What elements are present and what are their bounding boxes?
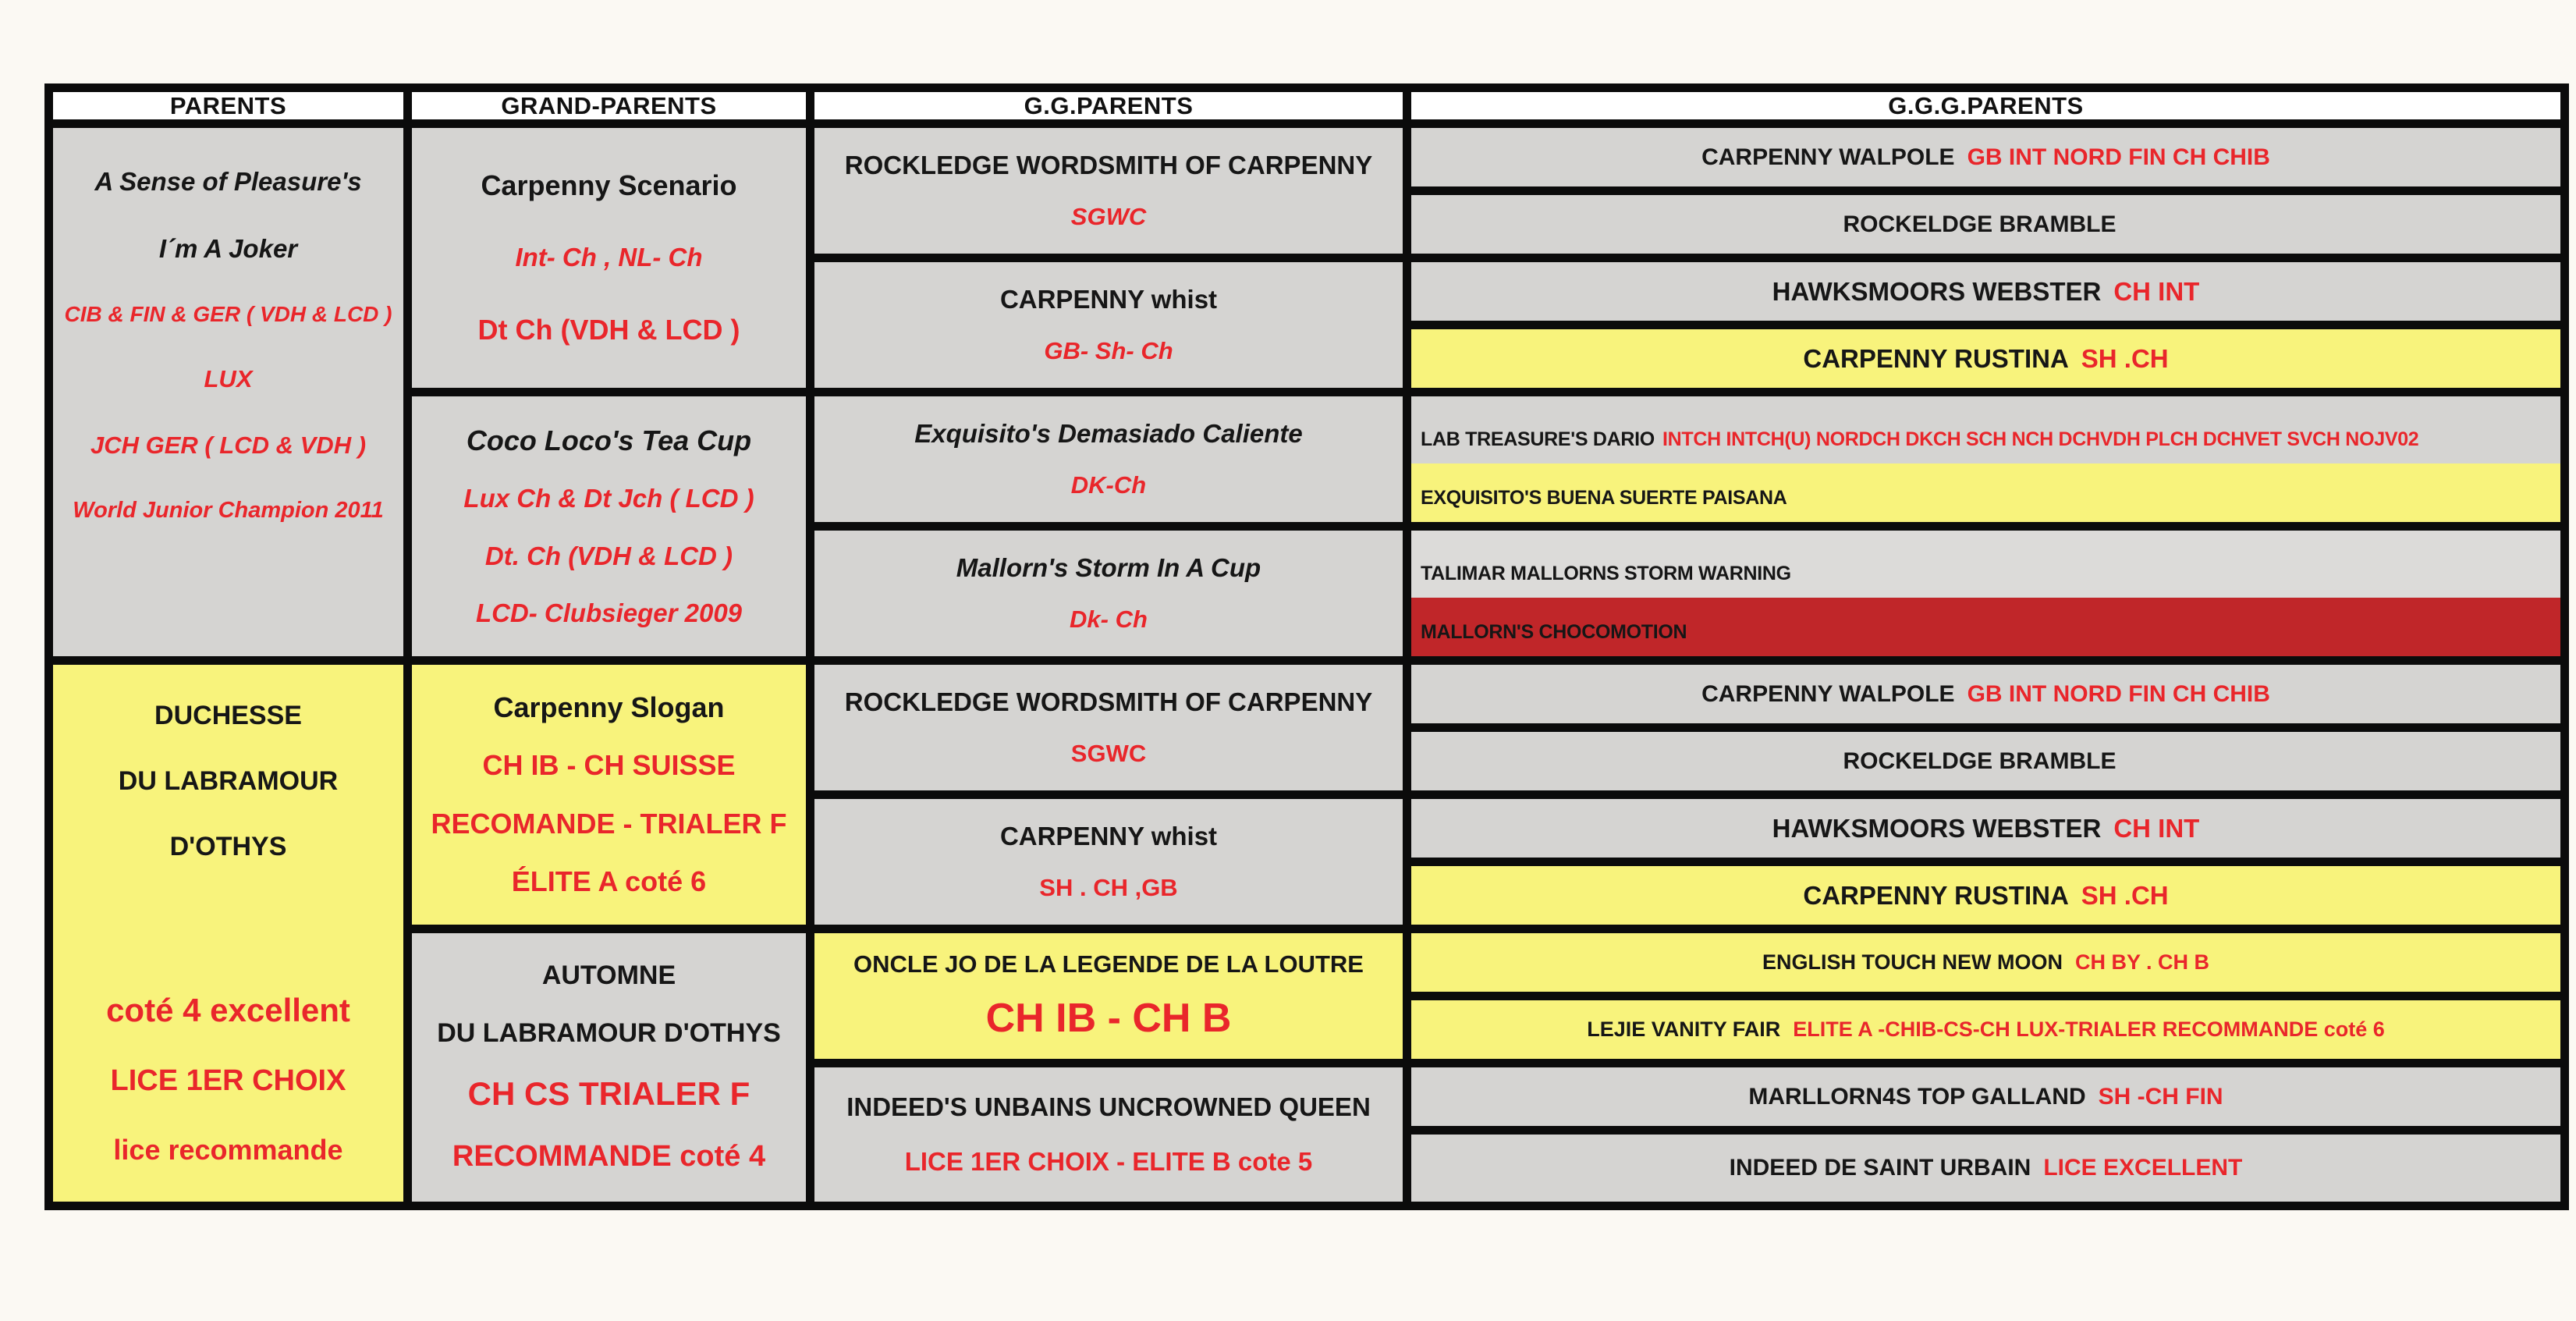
gggparent-cell-5 (1411, 396, 2560, 463)
dog-name: ROCKELDGE BRAMBLE (1843, 211, 2117, 237)
ggparent-cell-5 (814, 665, 1411, 799)
gggparent-cell-11 (1411, 799, 2560, 866)
dog-titles: Dt. Ch (VDH & LCD ) (484, 541, 733, 570)
ggparent-cell-8 (814, 1067, 1411, 1202)
dog-titles: lice recommande (113, 1133, 343, 1166)
dog-name: A Sense of Pleasure's (94, 166, 362, 196)
dog-titles: CH INT (2113, 813, 2200, 843)
dog-name: AUTOMNE (541, 961, 676, 991)
dog-name: TALIMAR MALLORNS STORM WARNING (1421, 563, 1791, 584)
dog-titles: Int- Ch , NL- Ch (515, 243, 703, 272)
dog-name: Mallorn's Storm In A Cup (956, 553, 1261, 583)
dog-name: Carpenny Slogan (493, 691, 725, 723)
dog-titles: LCD- Clubsieger 2009 (475, 598, 743, 627)
dog-titles: ÉLITE A coté 6 (511, 865, 707, 898)
dog-name: ROCKLEDGE WORDSMITH OF CARPENNY (844, 687, 1373, 717)
dog-name: DU LABRAMOUR D'OTHYS (437, 1017, 781, 1048)
dog-titles: Dt Ch (VDH & LCD ) (477, 314, 740, 346)
grandparent-cell-3 (412, 665, 814, 933)
column-header-ggg-parents: G.G.G.PARENTS (1411, 92, 2560, 128)
dog-titles: coté 4 excellent (106, 991, 350, 1028)
dog-name: LEJIE VANITY FAIR (1587, 1017, 1781, 1041)
gggparent-cell-15 (1411, 1067, 2560, 1135)
parents-dam-cell (53, 665, 412, 1202)
dog-name: HAWKSMOORS WEBSTER (1772, 813, 2102, 843)
gggparent-cell-6 (1411, 463, 2560, 531)
ggparent-cell-4 (814, 531, 1411, 665)
dog-name: DUCHESSE (154, 700, 302, 730)
dog-titles: RECOMMANDE coté 4 (452, 1139, 766, 1173)
dog-name: ROCKLEDGE WORDSMITH OF CARPENNY (844, 151, 1373, 180)
gggparent-cell-7 (1411, 531, 2560, 598)
gggparent-cell-13 (1411, 933, 2560, 1000)
gggparent-cell-3 (1411, 262, 2560, 329)
dog-titles: SGWC (1070, 202, 1147, 230)
dog-name: INDEED'S UNBAINS UNCROWNED QUEEN (846, 1092, 1371, 1122)
dog-titles: RECOMANDE - TRIALER F (431, 807, 787, 840)
column-header-parents: PARENTS (53, 92, 412, 128)
grandparent-cell-2 (412, 396, 814, 665)
ggparent-cell-7 (814, 933, 1411, 1067)
dog-titles: GB- Sh- Ch (1044, 336, 1173, 364)
dog-name: ONCLE JO DE LA LEGENDE DE LA LOUTRE (853, 950, 1364, 978)
dog-name: CARPENNY RUSTINA (1803, 343, 2069, 373)
dog-name: I´m A Joker (158, 234, 298, 264)
dog-name: CARPENNY whist (999, 285, 1218, 314)
dog-name: DU LABRAMOUR (118, 766, 339, 797)
ggparent-cell-3 (814, 396, 1411, 531)
gggparent-cell-10 (1411, 732, 2560, 799)
gggparent-cell-8 (1411, 598, 2560, 665)
dog-titles: LUX (204, 365, 253, 393)
gggparent-cell-4 (1411, 329, 2560, 396)
dog-name: D'OTHYS (169, 832, 287, 862)
dog-titles: ELITE A -CHIB-CS-CH LUX-TRIALER RECOMMANDE coté 6 (1793, 1017, 2385, 1041)
dog-name: EXQUISITO'S BUENA SUERTE PAISANA (1421, 487, 1787, 509)
dog-titles: CH IB - CH B (985, 995, 1232, 1041)
grandparent-cell-4 (412, 933, 814, 1202)
dog-titles: SH .CH (2081, 880, 2169, 910)
dog-titles: LICE EXCELLENT (2043, 1155, 2243, 1181)
dog-titles: CH INT (2113, 276, 2200, 306)
dog-titles: CIB & FIN & GER ( VDH & LCD ) (64, 302, 392, 327)
dog-name: ROCKELDGE BRAMBLE (1843, 748, 2117, 774)
dog-titles: CH CS TRIALER F (467, 1075, 750, 1113)
dog-name: LAB TREASURE'S DARIO (1421, 428, 1655, 450)
dog-titles: SH -CH FIN (2098, 1083, 2223, 1110)
dog-name: MALLORN'S CHOCOMOTION (1421, 621, 1687, 643)
dog-name: Coco Loco's Tea Cup (466, 424, 752, 456)
gggparent-cell-2 (1411, 195, 2560, 262)
ggparent-cell-6 (814, 799, 1411, 933)
dog-titles: LICE 1ER CHOIX (110, 1064, 346, 1097)
dog-name: CARPENNY whist (999, 822, 1218, 851)
dog-titles: DK-Ch (1070, 471, 1147, 499)
dog-titles: GB INT NORD FIN CH CHIB (1967, 680, 2270, 707)
ggparent-cell-2 (814, 262, 1411, 396)
ggparent-cell-1 (814, 128, 1411, 262)
dog-titles: JCH GER ( LCD & VDH ) (90, 431, 367, 459)
dog-name: CARPENNY WALPOLE (1701, 680, 1955, 707)
dog-titles: LICE 1ER CHOIX - ELITE B cote 5 (904, 1146, 1313, 1176)
dog-name: HAWKSMOORS WEBSTER (1772, 276, 2102, 306)
dog-titles: Lux Ch & Dt Jch ( LCD ) (463, 484, 754, 513)
dog-titles: GB INT NORD FIN CH CHIB (1967, 144, 2270, 170)
dog-name: Carpenny Scenario (481, 169, 737, 202)
gggparent-cell-12 (1411, 866, 2560, 933)
dog-titles: INTCH INTCH(U) NORDCH DKCH SCH NCH DCHVDH PLCH DCHVET SVCH NOJV02 (1662, 428, 2419, 450)
dog-name: CARPENNY RUSTINA (1803, 880, 2069, 910)
dog-titles: SH . CH ,GB (1039, 873, 1178, 901)
pedigree-table (44, 83, 2569, 1210)
dog-titles: Dk- Ch (1070, 605, 1148, 633)
dog-name: INDEED DE SAINT URBAIN (1729, 1155, 2031, 1181)
gggparent-cell-1 (1411, 128, 2560, 195)
dog-titles: CH IB - CH SUISSE (482, 749, 736, 782)
gggparent-cell-16 (1411, 1135, 2560, 1202)
dog-titles: SH .CH (2081, 343, 2169, 373)
dog-titles: World Junior Champion 2011 (73, 497, 384, 523)
dog-titles: CH BY . CH B (2074, 950, 2210, 974)
dog-titles: SGWC (1070, 739, 1147, 767)
column-header-grand-parents: GRAND-PARENTS (412, 92, 814, 128)
grandparent-cell-1 (412, 128, 814, 396)
dog-name: ENGLISH TOUCH NEW MOON (1762, 950, 2063, 974)
dog-name: CARPENNY WALPOLE (1701, 144, 1955, 170)
gggparent-cell-9 (1411, 665, 2560, 732)
parents-sire-cell (53, 128, 412, 665)
gggparent-cell-14 (1411, 1000, 2560, 1067)
column-header-gg-parents: G.G.PARENTS (814, 92, 1411, 128)
dog-name: MARLLORN4S TOP GALLAND (1748, 1083, 2086, 1110)
dog-name: Exquisito's Demasiado Caliente (914, 419, 1303, 449)
